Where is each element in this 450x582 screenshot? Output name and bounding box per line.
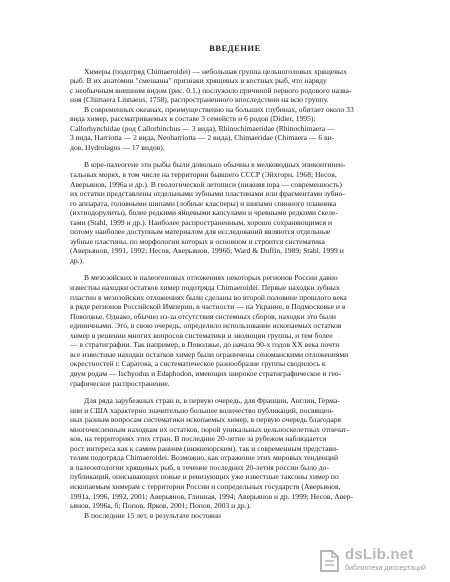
- text-line: пластин в мезозойских отложениях были сделаны во второй половине прошлого века: [70, 292, 347, 302]
- text-line: Для ряда зарубежных стран и, в первую очередь, для Франции, Англии, Герма-: [84, 396, 340, 406]
- text-line: двум родам — Ischyodus и Edaphodon, имеющих широкое стратиграфическое и гео-: [70, 368, 342, 378]
- text-line: В мезозойских и палеогеновых отложениях некоторых регионов России давно: [84, 273, 338, 283]
- text-line: графическое распространение.: [70, 378, 170, 388]
- dslib-logo-icon: [317, 548, 343, 574]
- text-line: потому наиболее доступным материалом для исследований являются отдельные: [70, 227, 331, 237]
- text-line: Аверьянов, 1996а и др.). В геологической летописи (нижняя юра — современность): [70, 179, 342, 189]
- text-line: зубные пластины, по морфологии которых в основном и строится систематика: [70, 236, 325, 246]
- paragraph-1: [70, 67, 400, 153]
- watermark-title: dsLib.net: [345, 546, 414, 563]
- text-line: 1991а, 1996, 1992, 2001; Аверьянов, Глинная, 1994; Аверьянов и др. 1999; Несов, Авер-: [70, 491, 353, 501]
- text-line: 3 вида, Harriotta — 2 вида, Neoharriotta — 2 вида), Chimaeridae (Chimaera — 6 ви-: [70, 133, 335, 143]
- text-line: ных разным вопросам систематики ископаемых химер, в первую очередь благодаря: [70, 415, 341, 425]
- paragraph-2: [70, 160, 400, 265]
- text-line: в палеонтологии хрящевых рыб, в течение последних 20-летия россии было до-: [70, 462, 329, 472]
- text-line: Поволжье. Однако, обычно из-за отсутствия системных сборов, находки эти были: [70, 311, 336, 321]
- document-page: [70, 44, 400, 528]
- text-line: ьянов, 1996а, б; Попов, Ярков, 2001; Попов, 2003 и др.).: [70, 501, 252, 511]
- text-line: вида химер, рассматриваемых в составе 3 семейств и 6 родов (Didier, 1995):: [70, 114, 316, 124]
- text-line: Callorhynchidae (род Callorhinchus — 3 вида), Rhinochimaeridae (Rhinochimaera —: [70, 123, 335, 133]
- text-line: рыб. В их анатомии "смешаны" признаки хрящевых и костных рыб, что наряду: [70, 76, 327, 86]
- text-line: рост интереса как к самим ранним (нижнеюрским), так и современным представи-: [70, 443, 339, 453]
- watermark: [317, 548, 442, 578]
- text-line: в ряде регионов Российской Империи, в частности — на Украине, в Подмосковье и в: [70, 302, 346, 312]
- text-line: ископаемым химерам с территории России и сопредельных государств (Аверьянов,: [70, 481, 341, 491]
- text-line: их остатки представлены отдельными зубными пластинами или фрагментами зубно-: [70, 189, 345, 199]
- text-line: с необычным внешним видом (рис. 0.1.) послужило причиной первого родового назва-: [70, 85, 352, 95]
- text-line: го аппарата, головными шипами (лобные класперы) и шипами спинного плавника: [70, 198, 337, 208]
- text-line: Химеры (подотряд Chimaeroidei) — небольшая группа цельноголовых хрящевых: [84, 66, 347, 76]
- paragraph-3: [70, 273, 400, 388]
- text-line: ков, на территориях этих стран. В последние 20-летие за рубежом наблюдается: [70, 434, 327, 444]
- text-line: все известные находки остатков химер были ограничены сеноманскими отложениями: [70, 349, 349, 359]
- text-line: публикаций, описывающих новые и ревизующих уже известные таксоны химер по: [70, 472, 339, 482]
- text-line: (ихтиодорулиты), более редкими яйцевыми капсулами и чревными редкими скеле-: [70, 208, 338, 218]
- text-line: тальных морях, в том числе на территории бывшего СССР (Эйхгорн, 1968; Несов,: [70, 170, 337, 180]
- text-line: (Аверьянов, 1991, 1992; Несов, Аверьянов, 1996б; Ward & Duffin, 1989; Stahl, 1999 и: [70, 246, 344, 256]
- text-line: известны находки остатков химер подотряда Chimaeroidei. Первые находки зубных: [70, 283, 340, 293]
- text-line: нии и США характерно значительно большее количество публикаций, посвящен-: [70, 405, 334, 415]
- text-line: — в стратиграфии. Так например, в Поволжье, до начала 90-х годов XX века почти: [70, 340, 340, 350]
- text-line: химер в решении многих вопросов систематики и эволюции группы, и тем более: [70, 330, 333, 340]
- text-line: единичными. Это, в свою очередь, определило использование ископаемых остатков: [70, 321, 342, 331]
- text-line: В современных океанах, преимущественно на больших глубинах, обитает около 33: [84, 104, 354, 114]
- text-line: др.).: [70, 255, 84, 265]
- text-line: телям подотряда Chimaeroidei. Возможно, как отражение этих мировых тенденций: [70, 453, 339, 463]
- text-line: В юре-палеогене эти рыбы были довольно обычны в мелководных эпиконтинен-: [84, 160, 346, 170]
- text-line: тами (Stahl, 1999 и др.). Наиболее распространенным, хорошо сохраняющимся и: [70, 217, 333, 227]
- text-line: В последние 15 лет, в результате постоянн: [84, 510, 221, 520]
- section-heading: ВВЕДЕНИЕ: [209, 44, 261, 53]
- text-line: многочисленным находкам их остатков, порой уникальных цельноскелетных отпечат-: [70, 424, 349, 434]
- paragraph-4: [70, 396, 400, 520]
- text-line: окрестностей г. Саратова, а систематическое разнообразие группы сводилось к: [70, 359, 326, 369]
- watermark-subtitle: библиотека диссертаций: [345, 565, 426, 572]
- text-line: ния (Chimaera Linnaeus, 1758), распространенного впоследствии на всю группу.: [70, 95, 329, 105]
- text-line: дов, Hydrolagus — 17 видов).: [70, 142, 165, 152]
